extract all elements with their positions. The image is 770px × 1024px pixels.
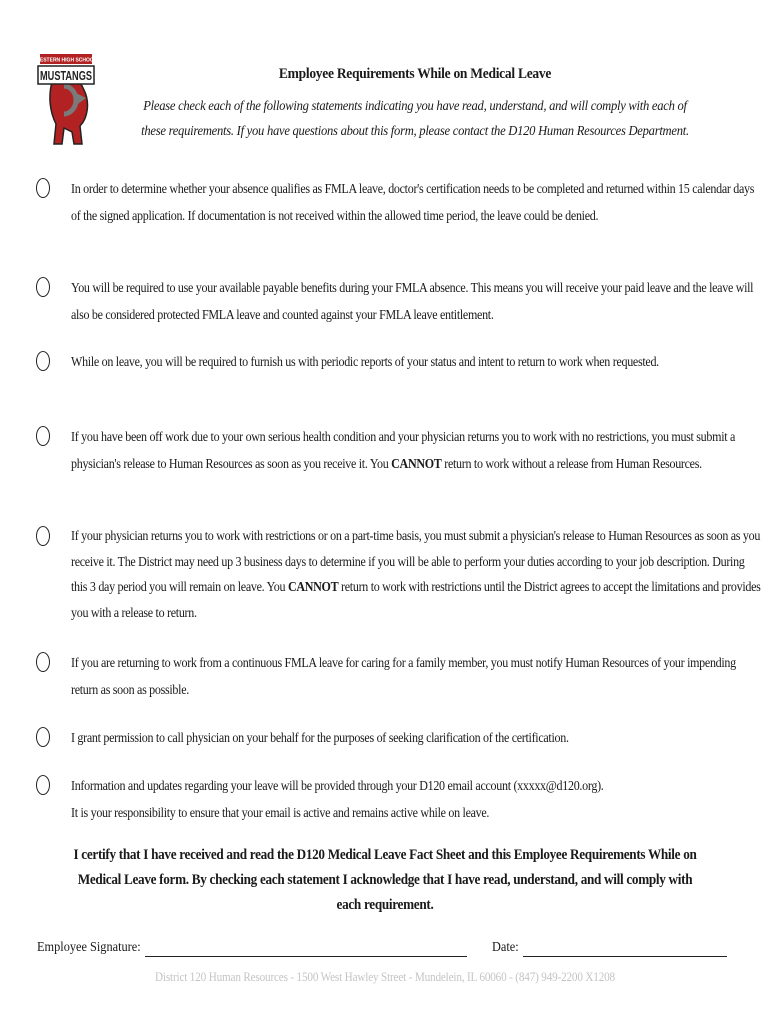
- logo-name: MUSTANGS: [40, 68, 93, 83]
- requirement-checkbox[interactable]: [36, 178, 50, 198]
- requirement-text: [71, 773, 763, 827]
- requirement-text: [71, 424, 763, 478]
- requirement-text: [71, 524, 763, 626]
- signature-label: Employee Signature:: [37, 940, 141, 955]
- requirement-emphasis: CANNOT: [287, 580, 339, 595]
- requirement-text-part: If you have been off work due to your own serious health condition and your physician returns you to work with no restrictions, you must submit a physician's release to Human Resources as soon as you receive it. You: [71, 430, 736, 472]
- requirement-checkbox[interactable]: [36, 351, 50, 371]
- requirement-text: You will be required to use your available payable benefits during your FMLA absence. This means you will receive your paid leave and the leave will also be considered protected FMLA leave and counted against your FMLA leave entitlement.: [71, 281, 754, 323]
- requirement-emphasis: CANNOT: [391, 457, 442, 472]
- requirement-checkbox[interactable]: [36, 426, 50, 446]
- requirement-text: If you are returning to work from a continuous FMLA leave for caring for a family member, you must notify Human Resources of your impending return as soon as possible.: [71, 656, 736, 698]
- requirement-text-part: return to work with restrictions until the District agrees to accept the limitations and provides you with a release to return.: [71, 580, 761, 621]
- requirement-text: I grant permission to call physician on your behalf for the purposes of seeking clarification of the certification.: [71, 731, 569, 746]
- logo-top-text: WESTERN HIGH SCHOOL: [35, 57, 97, 64]
- requirement-checkbox[interactable]: [36, 775, 50, 795]
- requirement-text-part: return to work without a release from Human Resources.: [441, 457, 702, 472]
- certification-statement: I certify that I have received and read the D120 Medical Leave Fact Sheet and this Employee Requirements While on Medical Leave form. By checking each statement I acknowledge that I have read, understand, and will comply with each requirement.: [73, 847, 697, 913]
- requirement-checkbox[interactable]: [36, 727, 50, 747]
- requirement-text: While on leave, you will be required to furnish us with periodic reports of your status and intent to return to work when requested.: [71, 355, 659, 370]
- instructions: Please check each of the following statements indicating you have read, understand, and will comply with each of these requirements. If you have questions about this form, please contact the D120 Human Resources Department.: [141, 99, 689, 139]
- requirement-checkbox[interactable]: [36, 277, 50, 297]
- signature-field[interactable]: [145, 956, 467, 957]
- requirement-checkbox[interactable]: [36, 652, 50, 672]
- requirement-line: It is your responsibility to ensure that your email is active and remains active while on leave.: [71, 806, 490, 821]
- page-title: Employee Requirements While on Medical Leave: [278, 66, 552, 82]
- requirement-line: Information and updates regarding your leave will be provided through your D120 email account (xxxxx@d120.org).: [71, 779, 604, 794]
- date-label: Date:: [492, 940, 519, 955]
- signature-row: [37, 940, 737, 962]
- requirement-checkbox[interactable]: [36, 526, 50, 546]
- requirement-text-part: If your physician returns you to work with restrictions or on a part-time basis, you must submit a physician's release to Human Resources as soon as you receive it. The District may need up 3 business days to determine if you will be able to perform your duties according to your job description. During this 3 day period you will remain on leave. You: [71, 529, 761, 595]
- date-field[interactable]: [523, 956, 727, 957]
- requirement-text: In order to determine whether your absence qualifies as FMLA leave, doctor's certification needs to be completed and returned within 15 calendar days of the signed application. If documentation is not received within the allowed time period, the leave could be denied.: [71, 182, 755, 224]
- footer-address: District 120 Human Resources - 1500 West Hawley Street - Mundelein, IL 60060 - (847) 949-2200 X1208: [155, 969, 615, 984]
